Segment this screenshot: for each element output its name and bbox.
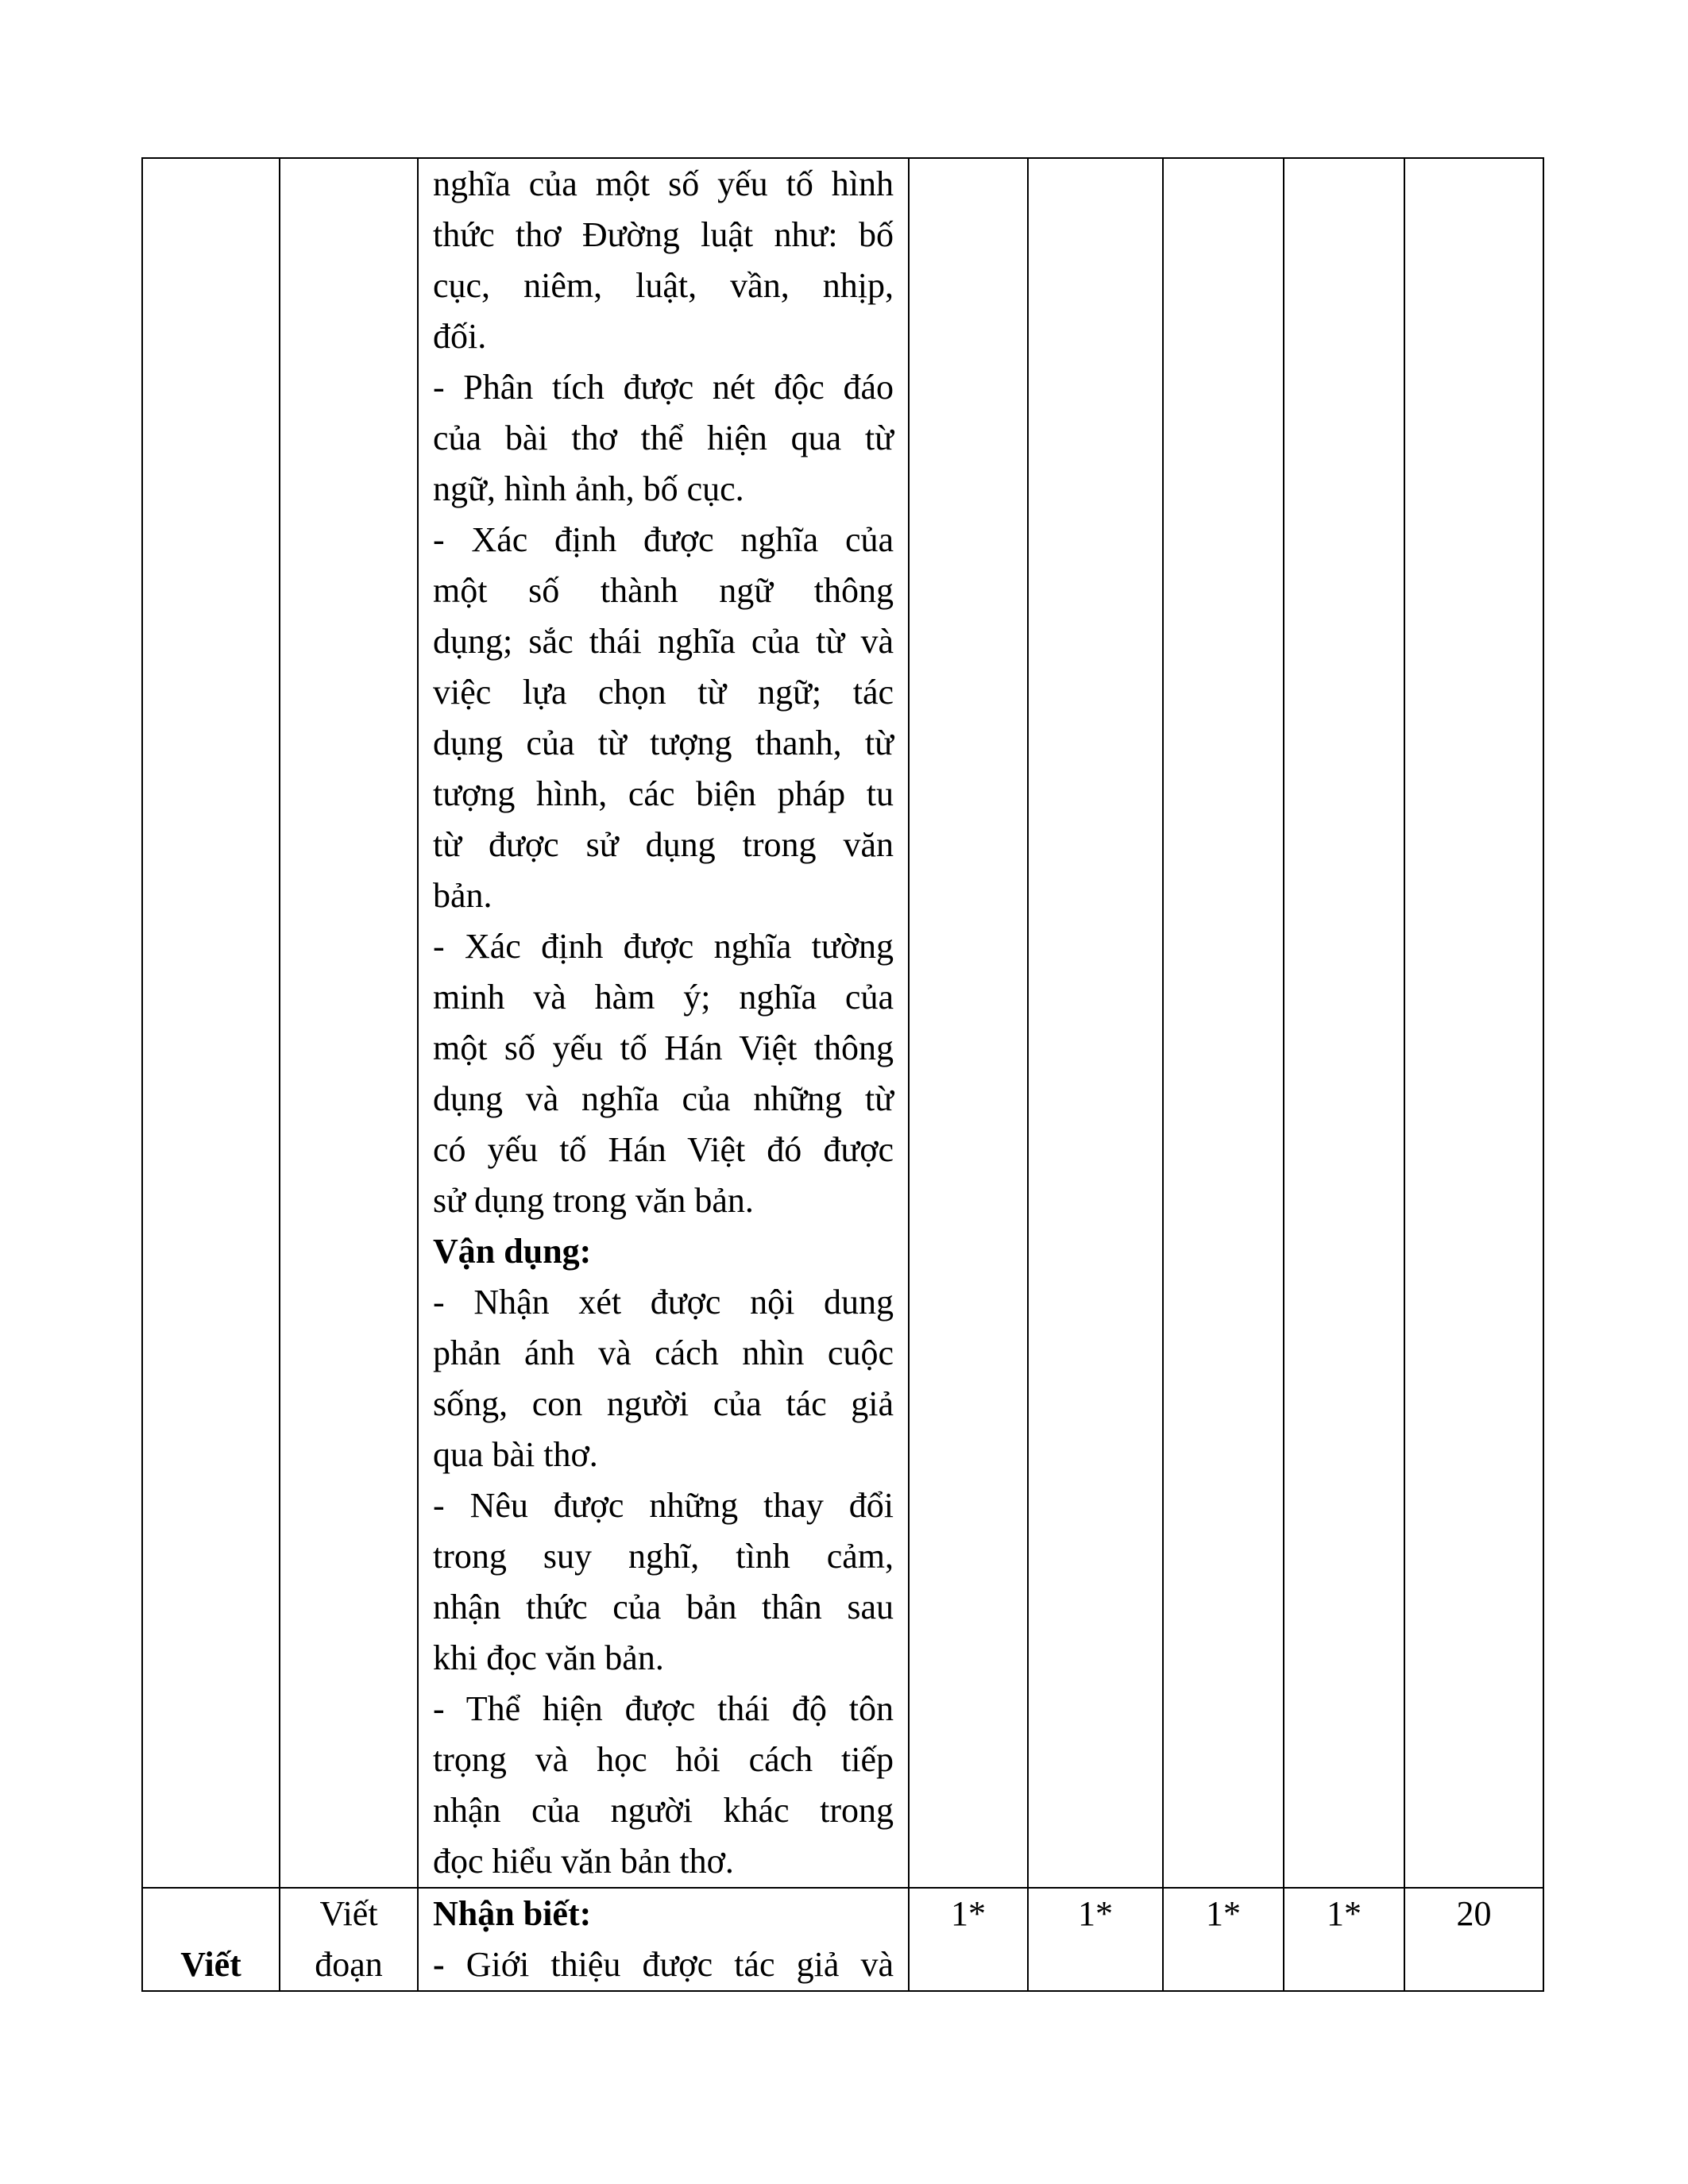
requirement-line: từ được sử dụng trong văn (433, 825, 894, 864)
total-cell-empty (1404, 158, 1543, 1888)
requirement-line: bản. (433, 876, 492, 915)
requirement-line: - Nhận xét được nội dung (433, 1283, 894, 1322)
requirement-line: - Xác định được nghĩa tường (433, 927, 894, 966)
requirements-cell (418, 158, 909, 1888)
level-title: Vận dụng: (433, 1232, 592, 1271)
requirement-line: ngữ, hình ảnh, bố cục. (433, 469, 744, 508)
unit-cell-writing (280, 1888, 418, 1991)
requirement-line: qua bài thơ. (433, 1435, 598, 1474)
requirement-line: minh và hàm ý; nghĩa của (433, 978, 894, 1017)
table-row-reading-continued (142, 158, 1543, 1888)
requirement-line: nhận của người khác trong (433, 1791, 894, 1830)
skill-cell-empty (142, 158, 280, 1888)
requirement-line: đối. (433, 317, 487, 356)
count-cell-empty (1163, 158, 1284, 1888)
level-title: Nhận biết: (433, 1894, 592, 1933)
requirement-line: - Xác định được nghĩa của (433, 520, 894, 559)
requirement-line: khi đọc văn bản. (433, 1638, 664, 1677)
requirement-line: tượng hình, các biện pháp tu (433, 774, 894, 813)
requirement-line: của bài thơ thể hiện qua từ (433, 419, 894, 457)
requirements-cell-writing (418, 1888, 909, 1991)
requirements-text (433, 159, 894, 1887)
total-cell-writing: 20 (1404, 1888, 1543, 1991)
requirement-line: nghĩa của một số yếu tố hình (433, 164, 894, 203)
requirement-line: trong suy nghĩ, tình cảm, (433, 1537, 894, 1576)
requirement-line: dụng; sắc thái nghĩa của từ và (433, 622, 894, 661)
requirement-line (433, 1939, 894, 1990)
requirement-line: trọng và học hỏi cách tiếp (433, 1740, 894, 1779)
requirement-line: - Thể hiện được thái độ tôn (433, 1689, 894, 1728)
unit-label-line1: Viết (319, 1894, 378, 1933)
requirement-line: nhận thức của bản thân sau (433, 1588, 894, 1626)
requirement-line: - Phân tích được nét độc đáo (433, 368, 894, 407)
table-row-writing (142, 1888, 1543, 1991)
count-cell-advanced-application: 1* (1284, 1888, 1404, 1991)
requirement-line: việc lựa chọn từ ngữ; tác (433, 673, 894, 712)
requirement-line: sử dụng trong văn bản. (433, 1181, 754, 1220)
requirement-line: đọc hiểu văn bản thơ. (433, 1842, 734, 1881)
bullet-dash: - (433, 1945, 445, 1984)
skill-cell-writing: Viết (142, 1888, 280, 1991)
requirement-line: thức thơ Đường luật như: bố (433, 215, 894, 254)
requirement-line: - Nêu được những thay đổi (433, 1486, 894, 1525)
unit-cell-empty (280, 158, 418, 1888)
unit-label-line2: đoạn (315, 1945, 383, 1984)
requirement-line-text: Giới thiệu được tác giả và (444, 1945, 894, 1984)
count-cell-empty (1284, 158, 1404, 1888)
requirement-line: cục, niêm, luật, vần, nhịp, (433, 266, 894, 305)
requirement-line: sống, con người của tác giả (433, 1384, 894, 1423)
count-cell-recognition: 1* (909, 1888, 1028, 1991)
requirement-line: dụng và nghĩa của những từ (433, 1079, 894, 1118)
requirement-line: có yếu tố Hán Việt đó được (433, 1130, 894, 1169)
count-cell-empty (1028, 158, 1163, 1888)
count-cell-comprehension: 1* (1028, 1888, 1163, 1991)
requirement-line: dụng của từ tượng thanh, từ (433, 723, 894, 762)
count-cell-empty (909, 158, 1028, 1888)
count-cell-application: 1* (1163, 1888, 1284, 1991)
requirement-line: một số yếu tố Hán Việt thông (433, 1028, 894, 1067)
requirement-line: phản ánh và cách nhìn cuộc (433, 1333, 894, 1372)
specification-matrix-table (141, 157, 1544, 1992)
requirement-line: một số thành ngữ thông (433, 571, 894, 610)
